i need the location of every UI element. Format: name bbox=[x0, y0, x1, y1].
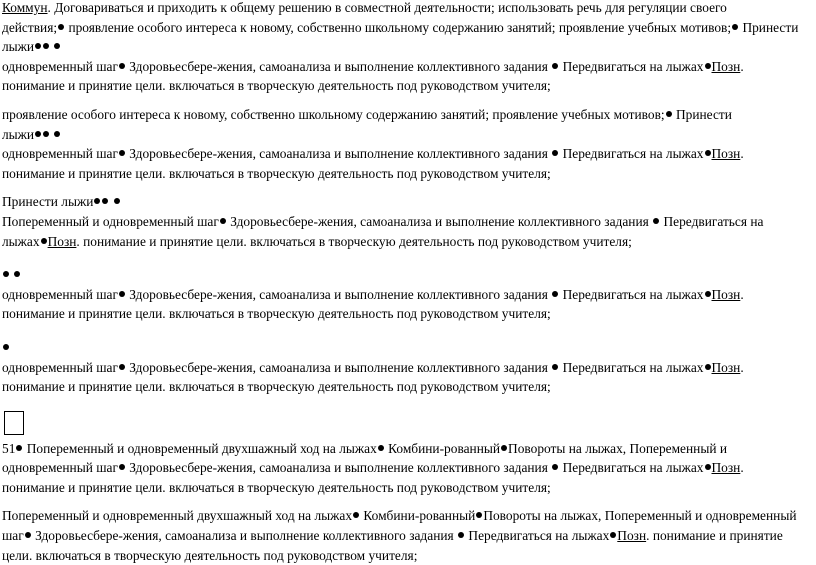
text-span: . bbox=[740, 58, 744, 74]
text-line bbox=[2, 37, 814, 57]
bullet-dot-icon bbox=[501, 445, 507, 451]
bullet-dot-icon bbox=[220, 218, 226, 224]
text-span: понимание и принятие цели. включаться в творческую деятельность под руководством учителя; bbox=[2, 165, 551, 181]
bullet-dot-icon bbox=[552, 291, 558, 297]
text-span: Здоровьесбере-жения, самоанализа и выполнение коллективного задания bbox=[125, 359, 552, 375]
text-span: проявление особого интереса к новому, собственно школьному содержанию занятий; проявление учебных мотивов; bbox=[65, 19, 732, 35]
text-line bbox=[2, 57, 814, 77]
pozn-label: Позн bbox=[711, 286, 741, 302]
bullet-dot-icon bbox=[16, 445, 22, 451]
text-line bbox=[2, 458, 814, 478]
text-span: . bbox=[740, 460, 744, 476]
spacer bbox=[2, 251, 814, 265]
bullet-dot-icon bbox=[552, 150, 558, 156]
pozn-label: Позн bbox=[711, 359, 741, 375]
text-block-5 bbox=[2, 338, 814, 397]
text-span: Повороты на лыжах, Попеременный и bbox=[508, 440, 728, 456]
bullet-dot-icon bbox=[43, 43, 49, 49]
text-block-4 bbox=[2, 265, 814, 324]
text-span: Комбини-рованный bbox=[384, 440, 501, 456]
text-block-7 bbox=[2, 506, 814, 565]
text-span: лыжи bbox=[2, 39, 35, 55]
bullet-dot-icon bbox=[378, 445, 384, 451]
text-line bbox=[2, 377, 814, 397]
text-line bbox=[2, 506, 814, 526]
pozn-label: Позн bbox=[711, 146, 741, 162]
text-span: Повороты на лыжах, Попеременный и одновременный bbox=[483, 508, 797, 524]
bullet-dot-icon bbox=[43, 131, 49, 137]
text-line bbox=[2, 546, 814, 565]
spacer bbox=[2, 497, 814, 506]
bullet-dot-icon bbox=[353, 512, 359, 518]
text-line bbox=[2, 304, 814, 324]
bullet-dot-icon bbox=[114, 198, 120, 204]
text-span: Принести bbox=[739, 19, 799, 35]
text-line bbox=[2, 478, 814, 498]
bullet-dot-icon bbox=[705, 364, 711, 370]
text-span: одновременный шаг bbox=[2, 58, 118, 74]
bullet-dot-icon bbox=[3, 271, 9, 277]
text-block-3 bbox=[2, 192, 814, 251]
text-span: одновременный шаг bbox=[2, 460, 118, 476]
bullet-dot-icon bbox=[732, 24, 738, 30]
text-span: 51 bbox=[2, 440, 16, 456]
text-span: Здоровьесбере-жения, самоанализа и выполнение коллективного задания bbox=[125, 146, 552, 162]
spacer bbox=[2, 397, 814, 411]
bullet-dot-icon bbox=[705, 464, 711, 470]
spacer bbox=[2, 96, 814, 105]
text-line bbox=[2, 164, 814, 184]
text-line bbox=[2, 18, 814, 38]
text-span: . Договариваться и приходить к общему решению в совместной деятельности; использовать речь для регуляции своего bbox=[47, 0, 727, 15]
text-span: . bbox=[740, 359, 744, 375]
spacer bbox=[2, 324, 814, 338]
text-line bbox=[2, 526, 814, 546]
text-span: понимание и принятие цели. включаться в творческую деятельность под руководством учителя; bbox=[2, 479, 551, 495]
text-span: Передвигаться на bbox=[660, 213, 764, 229]
text-span: Передвигаться на лыжах bbox=[559, 460, 704, 476]
bullet-dot-icon bbox=[94, 198, 100, 204]
text-span: понимание и принятие цели. включаться в творческую деятельность под руководством учителя; bbox=[2, 379, 551, 395]
text-line bbox=[2, 265, 814, 285]
text-span: Здоровьесбере-жения, самоанализа и выполнение коллективного задания bbox=[125, 286, 552, 302]
text-span: Передвигаться на лыжах bbox=[559, 58, 704, 74]
pozn-label: Позн bbox=[711, 58, 741, 74]
text-span: лыжах bbox=[2, 233, 40, 249]
text-line bbox=[2, 0, 814, 18]
text-block-6 bbox=[2, 439, 814, 498]
text-span: Здоровьесбере-жения, самоанализа и выполнение коллективного задания bbox=[125, 58, 552, 74]
text-span: лыжи bbox=[2, 126, 35, 142]
text-span: Передвигаться на лыжах bbox=[559, 146, 704, 162]
bullet-dot-icon bbox=[119, 150, 125, 156]
text-span: одновременный шаг bbox=[2, 146, 118, 162]
bullet-dot-icon bbox=[552, 364, 558, 370]
text-line bbox=[2, 285, 814, 305]
text-block-2 bbox=[2, 105, 814, 183]
text-span: . понимание и принятие bbox=[646, 528, 783, 544]
text-span: Передвигаться на лыжах bbox=[559, 286, 704, 302]
text-span: . bbox=[740, 286, 744, 302]
text-line bbox=[2, 439, 814, 459]
text-span: понимание и принятие цели. включаться в творческую деятельность под руководством учителя; bbox=[2, 78, 551, 94]
bullet-dot-icon bbox=[666, 111, 672, 117]
text-line bbox=[2, 358, 814, 378]
bullet-dot-icon bbox=[54, 131, 60, 137]
text-line bbox=[2, 105, 814, 125]
text-span: Здоровьесбере-жения, самоанализа и выполнение коллективного задания bbox=[125, 460, 552, 476]
text-span: Попеременный и одновременный двухшажный ход на лыжах bbox=[2, 508, 353, 524]
text-line bbox=[2, 144, 814, 164]
text-span: понимание и принятие цели. включаться в творческую деятельность под руководством учителя; bbox=[2, 306, 551, 322]
text-span: Комбини-рованный bbox=[360, 508, 476, 524]
bullet-dot-icon bbox=[610, 532, 616, 538]
text-line bbox=[2, 212, 814, 232]
pozn-label: Позн bbox=[47, 233, 77, 249]
bullet-dot-icon bbox=[14, 271, 20, 277]
text-span: Здоровьесбере-жения, самоанализа и выполнение коллективного задания bbox=[31, 528, 458, 544]
bullet-dot-icon bbox=[119, 63, 125, 69]
bullet-dot-icon bbox=[458, 532, 464, 538]
bullet-dot-icon bbox=[25, 532, 31, 538]
bullet-dot-icon bbox=[705, 291, 711, 297]
text-line bbox=[2, 338, 814, 358]
spacer bbox=[2, 183, 814, 192]
bullet-dot-icon bbox=[119, 364, 125, 370]
text-span: одновременный шаг bbox=[2, 359, 118, 375]
bullet-dot-icon bbox=[705, 63, 711, 69]
text-line bbox=[2, 192, 814, 212]
text-span: проявление особого интереса к новому, собственно школьному содержанию занятий; проявление учебных мотивов; bbox=[2, 106, 665, 122]
empty-box bbox=[4, 411, 24, 435]
pozn-label: Позн bbox=[617, 528, 647, 544]
text-line bbox=[2, 125, 814, 145]
document-page bbox=[2, 0, 814, 565]
text-span: одновременный шаг bbox=[2, 286, 118, 302]
text-span: Принести лыжи bbox=[2, 194, 94, 210]
pozn-label: Позн bbox=[711, 460, 741, 476]
text-span: шаг bbox=[2, 528, 24, 544]
text-span: . bbox=[740, 146, 744, 162]
bullet-dot-icon bbox=[54, 43, 60, 49]
text-span: действия; bbox=[2, 19, 58, 35]
bullet-dot-icon bbox=[552, 63, 558, 69]
bullet-dot-icon bbox=[58, 24, 64, 30]
bullet-dot-icon bbox=[3, 344, 9, 350]
bullet-dot-icon bbox=[35, 131, 41, 137]
text-line bbox=[2, 232, 814, 252]
kommun-label: Коммун bbox=[2, 0, 48, 15]
text-span: Здоровьесбере-жения, самоанализа и выполнение коллективного задания bbox=[226, 213, 653, 229]
bullet-dot-icon bbox=[653, 218, 659, 224]
bullet-dot-icon bbox=[476, 512, 482, 518]
bullet-dot-icon bbox=[102, 198, 108, 204]
text-span: Передвигаться на лыжах bbox=[465, 528, 610, 544]
bullet-dot-icon bbox=[41, 238, 47, 244]
bullet-dot-icon bbox=[552, 464, 558, 470]
bullet-dot-icon bbox=[119, 464, 125, 470]
text-span: Попеременный и одновременный шаг bbox=[2, 213, 219, 229]
text-block-1 bbox=[2, 0, 814, 96]
text-span: Попеременный и одновременный двухшажный ход на лыжах bbox=[23, 440, 377, 456]
bullet-dot-icon bbox=[119, 291, 125, 297]
text-span: Принести bbox=[672, 106, 732, 122]
text-span: Передвигаться на лыжах bbox=[559, 359, 704, 375]
bullet-dot-icon bbox=[35, 43, 41, 49]
text-span: цели. включаться в творческую деятельность под руководством учителя; bbox=[2, 547, 418, 563]
text-span: . понимание и принятие цели. включаться в творческую деятельность под руководством учителя; bbox=[76, 233, 632, 249]
bullet-dot-icon bbox=[705, 150, 711, 156]
text-line bbox=[2, 76, 814, 96]
